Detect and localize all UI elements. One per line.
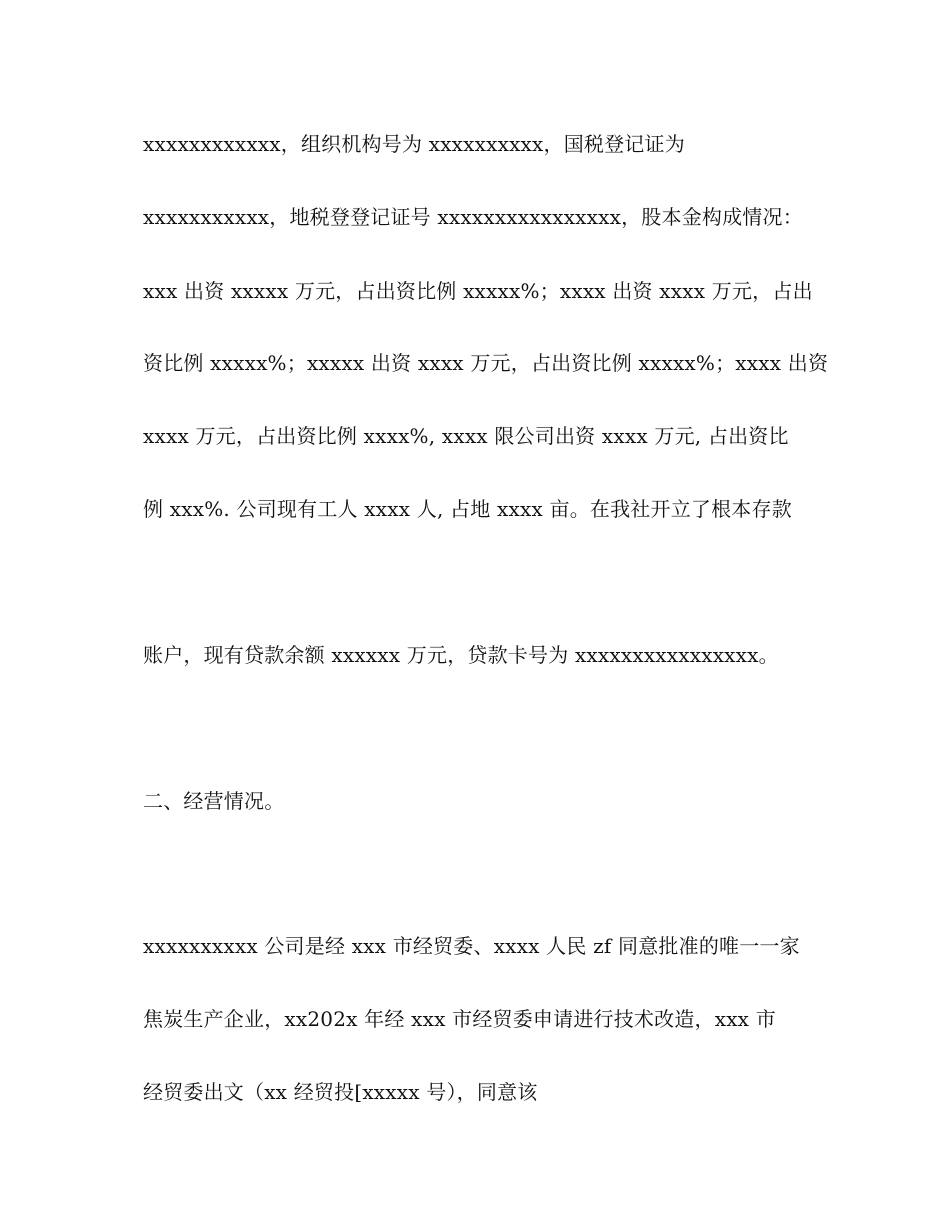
paragraph-line: xxxxxxxxxx 公司是经 xxx 市经贸委、xxxx 人民 zf 同意批准的唯一一家	[143, 934, 800, 958]
paragraph-line: 账户，现有贷款余额 xxxxxx 万元，贷款卡号为 xxxxxxxxxxxxxxxx。	[143, 643, 779, 667]
paragraph-line: xxxxxxxxxxx，地税登登记证号 xxxxxxxxxxxxxxxx，股本金构成情况：	[143, 205, 803, 229]
paragraph-line: xxxx 万元，占出资比例 xxxx%, xxxx 限公司出资 xxxx 万元, 占出资比	[143, 424, 789, 448]
paragraph-line: xxxxxxxxxxxx，组织机构号为 xxxxxxxxxx，国税登记证为	[143, 132, 685, 156]
paragraph-line: xxx 出资 xxxxx 万元，占出资比例 xxxxx%；xxxx 出资 xxxx 万元，占出	[143, 279, 813, 303]
section-heading: 二、经营情况。	[143, 789, 285, 813]
paragraph-line: 资比例 xxxxx%；xxxxx 出资 xxxx 万元，占出资比例 xxxxx%；xxxx 出资	[143, 351, 829, 375]
paragraph-line: 焦炭生产企业，xx202x 年经 xxx 市经贸委申请进行技术改造，xxx 市	[143, 1007, 776, 1031]
paragraph-line: 经贸委出文（xx 经贸投[xxxxx 号），同意该	[143, 1080, 538, 1104]
paragraph-line: 例 xxx%. 公司现有工人 xxxx 人, 占地 xxxx 亩。在我社开立了根本存款	[143, 497, 792, 521]
